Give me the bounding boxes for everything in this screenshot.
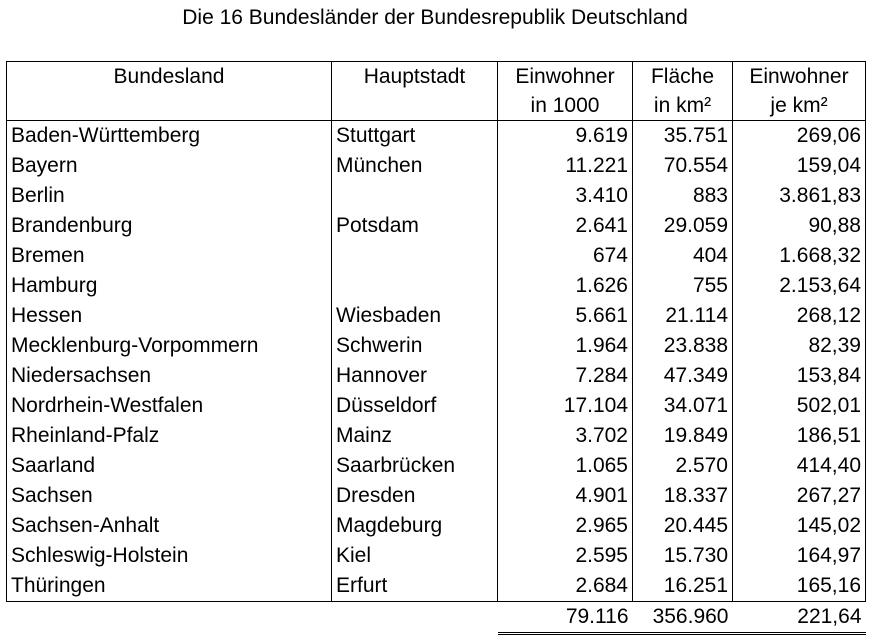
header-flaeche: [633, 62, 733, 121]
cell-einwohner: 17.104: [498, 391, 633, 421]
totals-empty-1: [7, 602, 332, 634]
cell-flaeche: 404: [633, 241, 733, 271]
cell-bundesland: Mecklenburg-Vorpommern: [7, 331, 332, 361]
cell-flaeche: 2.570: [633, 451, 733, 481]
cell-einwohner: 674: [498, 241, 633, 271]
cell-dichte: 82,39: [733, 331, 866, 361]
cell-einwohner: 1.964: [498, 331, 633, 361]
table-row: [7, 451, 866, 481]
cell-dichte: 186,51: [733, 421, 866, 451]
table-row: [7, 211, 866, 241]
cell-dichte: 145,02: [733, 511, 866, 541]
header-flaeche-line2: in km²: [653, 94, 712, 117]
cell-hauptstadt: Schwerin: [332, 331, 498, 361]
cell-dichte: 90,88: [733, 211, 866, 241]
table-row: [7, 421, 866, 451]
cell-flaeche: 29.059: [633, 211, 733, 241]
cell-bundesland: Thüringen: [7, 571, 332, 602]
cell-dichte: 153,84: [733, 361, 866, 391]
cell-flaeche: 16.251: [633, 571, 733, 602]
cell-hauptstadt: Magdeburg: [332, 511, 498, 541]
table-row: [7, 361, 866, 391]
table-row: [7, 331, 866, 361]
cell-flaeche: 755: [633, 271, 733, 301]
cell-hauptstadt: Kiel: [332, 541, 498, 571]
cell-bundesland: Rheinland-Pfalz: [7, 421, 332, 451]
cell-flaeche: 47.349: [633, 361, 733, 391]
cell-hauptstadt: Dresden: [332, 481, 498, 511]
table-row: [7, 151, 866, 181]
cell-hauptstadt: [332, 271, 498, 301]
cell-bundesland: Hamburg: [7, 271, 332, 301]
cell-bundesland: Sachsen-Anhalt: [7, 511, 332, 541]
cell-dichte: 1.668,32: [733, 241, 866, 271]
cell-hauptstadt: Mainz: [332, 421, 498, 451]
cell-hauptstadt: Saarbrücken: [332, 451, 498, 481]
cell-hauptstadt: Hannover: [332, 361, 498, 391]
cell-flaeche: 21.114: [633, 301, 733, 331]
cell-einwohner: 2.595: [498, 541, 633, 571]
cell-flaeche: 34.071: [633, 391, 733, 421]
cell-dichte: 502,01: [733, 391, 866, 421]
table-row: [7, 301, 866, 331]
table-row: [7, 241, 866, 271]
cell-dichte: 269,06: [733, 121, 866, 152]
cell-hauptstadt: Düsseldorf: [332, 391, 498, 421]
cell-bundesland: Bremen: [7, 241, 332, 271]
cell-flaeche: 15.730: [633, 541, 733, 571]
cell-bundesland: Bayern: [7, 151, 332, 181]
cell-einwohner: 2.684: [498, 571, 633, 602]
cell-hauptstadt: Erfurt: [332, 571, 498, 602]
cell-einwohner: 2.965: [498, 511, 633, 541]
cell-dichte: 159,04: [733, 151, 866, 181]
cell-bundesland: Schleswig-Holstein: [7, 541, 332, 571]
header-dichte-line1: Einwohner: [749, 65, 849, 88]
cell-einwohner: 2.641: [498, 211, 633, 241]
header-hauptstadt: [332, 62, 498, 121]
cell-hauptstadt: Wiesbaden: [332, 301, 498, 331]
table-row: [7, 481, 866, 511]
cell-bundesland: Brandenburg: [7, 211, 332, 241]
header-einwohner-line1: Einwohner: [515, 65, 615, 88]
cell-dichte: 268,12: [733, 301, 866, 331]
cell-einwohner: 11.221: [498, 151, 633, 181]
header-einwohner-line2: in 1000: [530, 94, 600, 117]
total-flaeche: 356.960: [633, 602, 733, 634]
cell-einwohner: 5.661: [498, 301, 633, 331]
cell-dichte: 2.153,64: [733, 271, 866, 301]
cell-flaeche: 35.751: [633, 121, 733, 152]
table-row: [7, 391, 866, 421]
table-row: [7, 271, 866, 301]
header-einwohner: [498, 62, 633, 121]
cell-bundesland: Saarland: [7, 451, 332, 481]
cell-flaeche: 70.554: [633, 151, 733, 181]
table-row: [7, 571, 866, 602]
cell-bundesland: Hessen: [7, 301, 332, 331]
table-row: [7, 511, 866, 541]
cell-hauptstadt: München: [332, 151, 498, 181]
cell-einwohner: 9.619: [498, 121, 633, 152]
table-header-row: [7, 62, 866, 121]
cell-einwohner: 1.626: [498, 271, 633, 301]
table-row: [7, 121, 866, 152]
total-dichte: 221,64: [733, 602, 866, 634]
table-row: [7, 541, 866, 571]
cell-einwohner: 7.284: [498, 361, 633, 391]
header-dichte: [733, 62, 866, 121]
header-dichte-line2: je km²: [770, 94, 828, 117]
cell-dichte: 165,16: [733, 571, 866, 602]
cell-dichte: 164,97: [733, 541, 866, 571]
table-row: [7, 181, 866, 211]
cell-einwohner: 3.410: [498, 181, 633, 211]
cell-flaeche: 883: [633, 181, 733, 211]
table-body: [7, 121, 866, 602]
cell-dichte: 414,40: [733, 451, 866, 481]
total-einwohner: 79.116: [498, 602, 633, 634]
cell-hauptstadt: Stuttgart: [332, 121, 498, 152]
cell-hauptstadt: [332, 241, 498, 271]
cell-hauptstadt: Potsdam: [332, 211, 498, 241]
cell-hauptstadt: [332, 181, 498, 211]
totals-empty-2: [332, 602, 498, 634]
cell-bundesland: Berlin: [7, 181, 332, 211]
header-bundesland: [7, 62, 332, 121]
cell-dichte: 267,27: [733, 481, 866, 511]
cell-bundesland: Nordrhein-Westfalen: [7, 391, 332, 421]
cell-flaeche: 20.445: [633, 511, 733, 541]
header-flaeche-line1: Fläche: [650, 65, 715, 88]
cell-bundesland: Niedersachsen: [7, 361, 332, 391]
header-bundesland-label: Bundesland: [113, 65, 225, 88]
cell-dichte: 3.861,83: [733, 181, 866, 211]
page-title: Die 16 Bundesländer der Bundesrepublik Deutschland: [182, 6, 688, 29]
cell-flaeche: 19.849: [633, 421, 733, 451]
cell-flaeche: 23.838: [633, 331, 733, 361]
cell-einwohner: 3.702: [498, 421, 633, 451]
cell-einwohner: 1.065: [498, 451, 633, 481]
bundeslaender-table: [6, 61, 866, 635]
cell-bundesland: Baden-Württemberg: [7, 121, 332, 152]
cell-einwohner: 4.901: [498, 481, 633, 511]
totals-row: [7, 602, 866, 634]
cell-flaeche: 18.337: [633, 481, 733, 511]
cell-bundesland: Sachsen: [7, 481, 332, 511]
header-hauptstadt-label: Hauptstadt: [363, 65, 466, 88]
